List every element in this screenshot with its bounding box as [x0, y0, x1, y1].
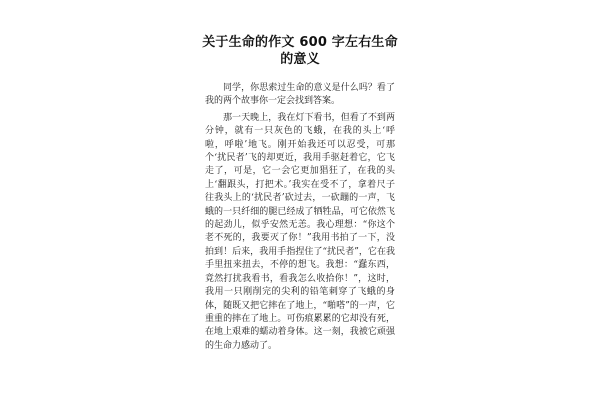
paragraph-moth-story: 那一天晚上，我在灯下看书，但看了不到两分钟，就有一只灰色的飞蛾，在我的头上‘呼啦，呼啦’地飞。刚开始我还可以忍受，可那个‘扰民者’飞的却更近，我用手驱赶着它，它飞走了，可是，它一会它更加猖狂了，在我的头上‘翻跟头，打把术。’我实在受不了，拿着尺子往我头上的‘扰民者’砍过去，一砍蹦的一声，飞蛾的一只纤细的腿已经成了牺牲品，可它依然飞的起劲儿，似乎安然无恙。我心理想：“你这个老不死的，我要灭了你！”我用书拍了一下，没拍到！后来，我用手指捏住了“扰民者”，它在我手里扭来扭去，不停的想飞。我想：“蠢东西，竟然打扰我看书，看我怎么收拾你！”，这时，我用一只刚削完的尖利的铅笔刺穿了飞蛾的身体，随既又把它摔在了地上，“啪嗒”的一声，它重重的摔在了地上。可伤痕累累的它却没有死，在地上艰难的蠕动着身体。这一刻，我被它顽强的生命力感动了。 — [205, 112, 395, 351]
document-title: 关于生命的作文 600 字左右生命的意义 — [202, 35, 398, 67]
paragraph-intro: 同学，你思索过生命的意义是什么吗？看了我的两个故事你一定会找到答案。 — [205, 83, 395, 107]
document-body — [205, 82, 395, 353]
